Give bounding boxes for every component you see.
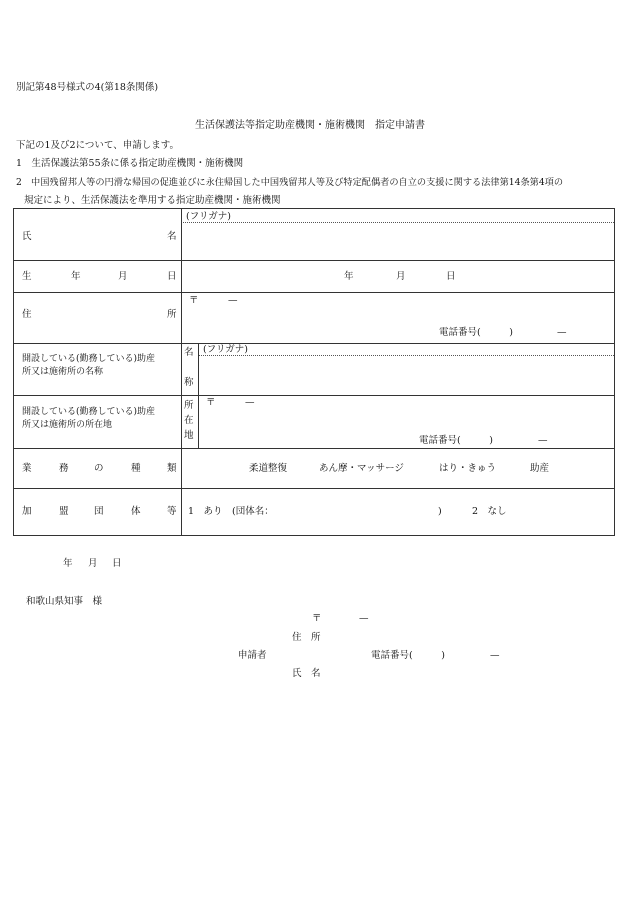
facility-address-label: 開設している(勤務している)助産 <box>22 407 156 417</box>
postal-mark: 〒 <box>206 397 216 408</box>
furigana-label: (フリガナ) <box>203 344 248 355</box>
date-day-unit: 日 <box>112 558 122 569</box>
item-1: 1 生活保護法第55条に係る指定助産機関・施術機関 <box>16 158 244 169</box>
union-option-no[interactable]: 2 なし <box>472 506 507 517</box>
birth-label-char: 月 <box>118 271 128 282</box>
facility-name-side-char: 称 <box>184 377 194 388</box>
address-label-char: 所 <box>167 309 177 320</box>
facility-address-field[interactable] <box>201 397 612 446</box>
birth-label-char: 生 <box>22 271 32 282</box>
row-divider <box>14 260 614 261</box>
business-label-char: の <box>94 463 104 474</box>
address-field[interactable] <box>184 295 612 341</box>
document-title: 生活保護法等指定助産機関・施術機関 指定申請書 <box>195 120 425 131</box>
applicant-postal-mark: 〒 <box>312 613 322 624</box>
application-form-table <box>13 208 615 536</box>
facility-name-label: 開設している(勤務している)助産 <box>22 354 156 364</box>
phone-dash: — <box>557 327 567 338</box>
row-divider <box>14 448 614 449</box>
business-label-char: 類 <box>167 463 177 474</box>
business-label-char: 務 <box>59 463 69 474</box>
birth-month-unit: 月 <box>396 271 406 282</box>
name-label-char: 氏 <box>22 231 32 242</box>
union-label-char: 加 <box>22 506 32 517</box>
birth-date-field[interactable] <box>184 263 612 290</box>
business-option-judo[interactable]: 柔道整復 <box>249 463 288 474</box>
union-label-char: 団 <box>94 506 104 517</box>
birth-year-unit: 年 <box>344 271 354 282</box>
birth-label-char: 年 <box>71 271 81 282</box>
postal-mark: 〒 <box>189 295 199 306</box>
column-divider <box>181 209 182 535</box>
postal-dash: — <box>245 397 255 408</box>
union-paren-close: ) <box>438 506 442 517</box>
facility-address-side-char: 在 <box>184 415 194 426</box>
name-label-char: 名 <box>167 231 177 242</box>
union-label-char: 体 <box>131 506 141 517</box>
business-option-massage[interactable]: あん摩・マッサージ <box>319 463 404 474</box>
facility-name-field[interactable] <box>201 357 612 393</box>
name-field[interactable] <box>184 223 612 258</box>
birth-label-char: 日 <box>167 271 177 282</box>
facility-address-label: 所又は施術所の所在地 <box>22 420 113 430</box>
union-label-char: 盟 <box>59 506 69 517</box>
union-option-yes[interactable]: 1 あり (団体名： <box>188 506 274 517</box>
business-option-midwifery[interactable]: 助産 <box>530 463 550 474</box>
intro-text: 下記の1及び2について、申請します。 <box>16 140 179 151</box>
row-divider <box>14 395 614 396</box>
row-divider <box>14 292 614 293</box>
applicant-postal-dash: — <box>359 613 369 624</box>
row-divider <box>14 488 614 489</box>
union-name-field[interactable] <box>284 503 434 519</box>
business-label-char: 種 <box>131 463 141 474</box>
phone-label: 電話番号( ) <box>419 435 493 446</box>
date-month-unit: 月 <box>88 558 98 569</box>
furigana-divider <box>198 355 614 356</box>
row-divider <box>14 343 614 344</box>
furigana-label: (フリガナ) <box>186 211 231 222</box>
facility-address-side-char: 地 <box>184 430 194 441</box>
union-label-char: 等 <box>167 506 177 517</box>
applicant-address-label: 住 所 <box>292 632 321 643</box>
addressee: 和歌山県知事 様 <box>26 596 103 607</box>
facility-name-side-char: 名 <box>184 347 194 358</box>
applicant-label: 申請者 <box>238 650 267 661</box>
item-2-line-1: 2 中国残留邦人等の円滑な帰国の促進並びに永住帰国した中国残留邦人等及び特定配偶者の自立の支援に関する法律第14条第4項の <box>16 177 564 188</box>
applicant-phone-dash: — <box>490 650 500 661</box>
form-number: 別記第48号様式の4(第18条関係) <box>16 82 159 93</box>
phone-label: 電話番号( ) <box>439 327 513 338</box>
column-divider <box>198 343 199 448</box>
address-label-char: 住 <box>22 309 32 320</box>
facility-name-label: 所又は施術所の名称 <box>22 367 104 377</box>
postal-dash: — <box>228 295 238 306</box>
applicant-name-label: 氏 名 <box>292 668 321 679</box>
business-option-acupuncture[interactable]: はり・きゅう <box>439 463 497 474</box>
facility-address-side-char: 所 <box>184 400 194 411</box>
phone-dash: — <box>538 435 548 446</box>
item-2-line-2: 規定により、生活保護法を準用する指定助産機関・施術機関 <box>24 195 281 206</box>
birth-day-unit: 日 <box>446 271 456 282</box>
applicant-phone-label: 電話番号( ) <box>371 650 445 661</box>
business-label-char: 業 <box>22 463 32 474</box>
date-year-unit: 年 <box>63 558 73 569</box>
